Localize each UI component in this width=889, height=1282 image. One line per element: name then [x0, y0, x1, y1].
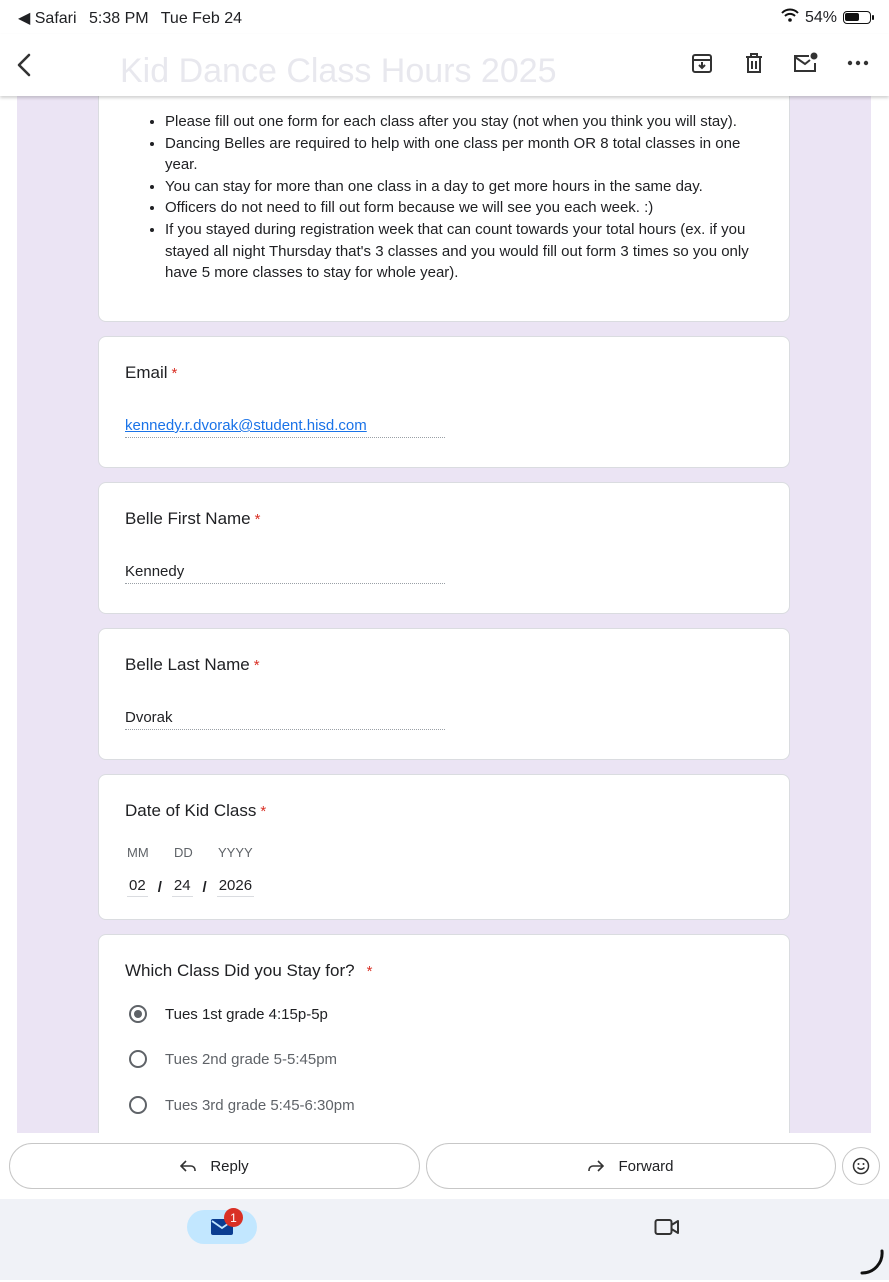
instruction-item: • Officers do not need to fill out form because we will see you each week. :): [165, 197, 765, 219]
loading-spinner-icon: [856, 1247, 886, 1277]
email-toolbar: [0, 34, 889, 96]
instructions-list: [99, 96, 789, 284]
first-name-label: Belle First Name: [125, 509, 251, 528]
last-name-label: Belle Last Name: [125, 655, 250, 674]
delete-button[interactable]: [741, 50, 767, 76]
form-scroll-area[interactable]: [17, 96, 871, 1133]
day-input[interactable]: 24: [172, 877, 193, 897]
wifi-icon: [781, 8, 799, 27]
archive-button[interactable]: [689, 50, 715, 76]
class-question-label: Which Class Did you Stay for?: [125, 961, 355, 980]
mark-unread-icon: [793, 52, 819, 74]
trash-icon: [744, 52, 764, 74]
status-time: 5:38 PM: [89, 10, 149, 27]
radio-option-label: Tues 1st grade 4:15p-5p: [165, 1005, 328, 1023]
radio-button[interactable]: [129, 1096, 147, 1114]
archive-icon: [691, 52, 713, 74]
unread-badge: 1: [224, 1208, 243, 1227]
instruction-item: • Please fill out one form for each class after you stay (not when you think you will stay).: [165, 111, 765, 133]
battery-icon: [843, 11, 871, 24]
reply-label: Reply: [210, 1157, 249, 1175]
radio-button-checked[interactable]: [129, 1005, 147, 1023]
meet-tab[interactable]: [652, 1215, 682, 1239]
smiley-icon: [852, 1157, 870, 1175]
reply-button[interactable]: [9, 1143, 420, 1189]
email-label: Email: [125, 363, 168, 382]
month-input[interactable]: 02: [127, 877, 148, 897]
required-asterisk: *: [171, 365, 178, 382]
date-separator: /: [157, 878, 162, 896]
first-name-question-card: [98, 482, 790, 614]
video-camera-icon: [654, 1218, 680, 1236]
more-options-button[interactable]: [845, 50, 871, 76]
year-label: YYYY: [218, 845, 253, 860]
required-asterisk: *: [254, 511, 261, 528]
date-separator: /: [202, 878, 207, 896]
back-button[interactable]: [10, 48, 40, 82]
forward-icon: [588, 1160, 604, 1172]
date-label: Date of Kid Class: [125, 801, 257, 820]
reply-bar: [0, 1133, 889, 1199]
bottom-navigation: [0, 1199, 889, 1280]
radio-button[interactable]: [129, 1050, 147, 1068]
last-name-question-card: [98, 628, 790, 760]
instruction-item: • If you stayed during registration week that can count towards your total hours (ex. if you stayed all night Thursday that's 3 classes and you would fill out form 3 times so you only have 5 more classes to stay for whole year).: [165, 219, 765, 284]
battery-percent: 54%: [804, 8, 837, 26]
instruction-item: • Dancing Belles are required to help with one class per month OR 8 total classes in one year.: [165, 133, 765, 176]
faded-subject-title: Kid Dance Class Hours 2025: [120, 52, 557, 90]
date-question-card: [98, 774, 790, 920]
forward-label: Forward: [618, 1157, 674, 1175]
chevron-left-icon: [10, 48, 40, 82]
email-field[interactable]: kennedy.r.dvorak@student.hisd.com: [125, 417, 445, 438]
instruction-item: • You can stay for more than one class in a day to get more hours in the same day.: [165, 176, 765, 198]
emoji-reaction-button[interactable]: [842, 1147, 880, 1185]
reply-icon: [180, 1160, 196, 1172]
forward-button[interactable]: [426, 1143, 836, 1189]
radio-option-label: Tues 3rd grade 5:45-6:30pm: [165, 1096, 355, 1114]
month-label: MM: [127, 845, 149, 860]
radio-option-2nd-grade[interactable]: [129, 1050, 337, 1068]
email-question-card: [98, 336, 790, 468]
radio-option-3rd-grade[interactable]: [129, 1096, 355, 1114]
mail-tab[interactable]: [187, 1210, 257, 1244]
year-input[interactable]: 2026: [217, 877, 254, 897]
required-asterisk: *: [366, 963, 373, 980]
day-label: DD: [174, 845, 193, 860]
radio-option-label: Tues 2nd grade 5-5:45pm: [165, 1050, 338, 1068]
back-to-app-link[interactable]: ◀ Safari: [18, 10, 77, 27]
status-date: Tue Feb 24: [160, 10, 242, 27]
class-question-card: [98, 934, 790, 1133]
form-description-card: [98, 96, 790, 322]
mark-unread-button[interactable]: [793, 50, 819, 76]
more-horizontal-icon: [847, 60, 869, 66]
required-asterisk: *: [253, 657, 260, 674]
status-bar: [0, 0, 889, 34]
required-asterisk: *: [260, 803, 267, 820]
first-name-field[interactable]: Kennedy: [125, 563, 445, 584]
last-name-field[interactable]: Dvorak: [125, 709, 445, 730]
radio-option-1st-grade[interactable]: [129, 1005, 328, 1023]
